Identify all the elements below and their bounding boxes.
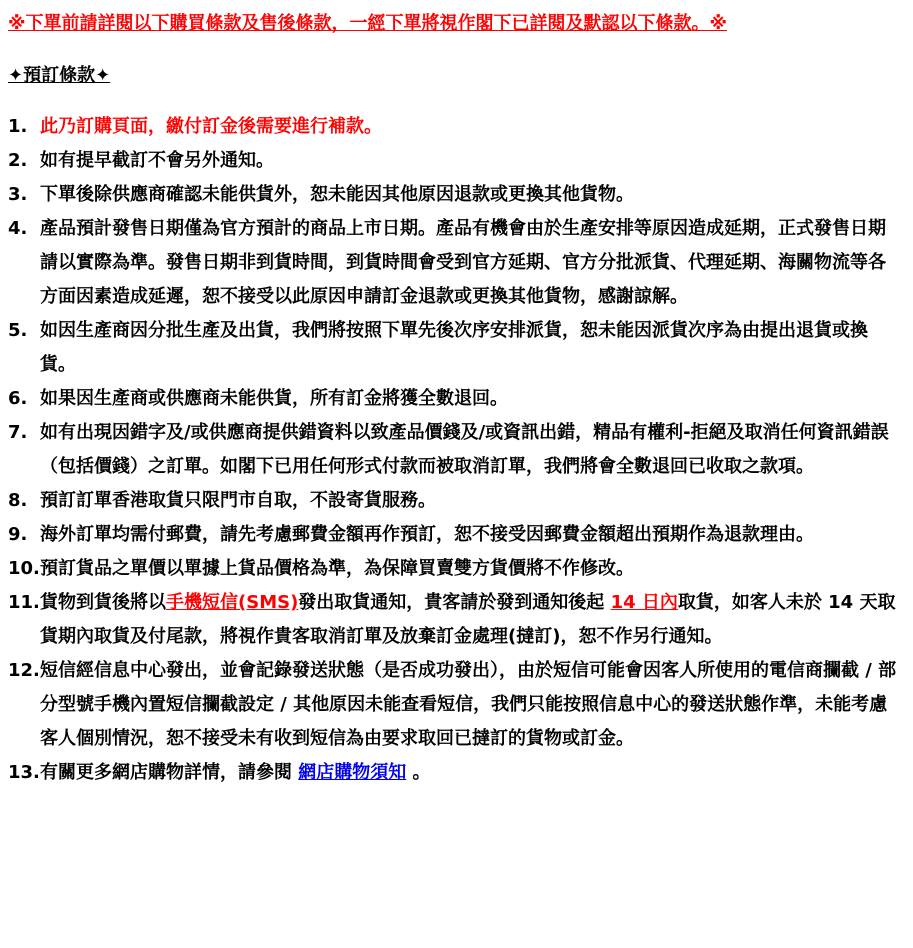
term-item xyxy=(8,178,903,212)
term-item xyxy=(8,382,903,416)
term-text xyxy=(40,314,903,382)
term-text-segment: 發出取貨通知，貴客請於發到通知後起 xyxy=(298,592,611,613)
term-text-segment: 此乃訂購頁面，繳付訂金後需要進行補款。 xyxy=(40,116,382,137)
term-item xyxy=(8,212,903,314)
term-text-segment: 預訂訂單香港取貨只限門市自取，不設寄貨服務。 xyxy=(40,490,436,511)
term-text-segment: 下單後除供應商確認未能供貨外，恕未能因其他原因退款或更換其他貨物。 xyxy=(40,184,634,205)
term-text xyxy=(40,518,903,552)
term-number: 11. xyxy=(8,592,40,613)
term-number: 8. xyxy=(8,490,28,511)
term-text-segment: 。 xyxy=(406,762,431,783)
term-number: 10. xyxy=(8,558,40,579)
term-text-segment: 產品預計發售日期僅為官方預計的商品上市日期。產品有機會由於生產安排等原因造成延期，正式發售日期請以實際為準。發售日期非到貨時間，到貨時間會受到官方延期、官方分批派貨、代理延期、海關物流等各方面因素造成延遲，恕不接受以此原因申請訂金退款或更換其他貨物，感謝諒解。 xyxy=(40,218,886,307)
term-text xyxy=(40,654,903,756)
term-number: 13. xyxy=(8,762,40,783)
term-text xyxy=(40,382,903,416)
term-number: 1. xyxy=(8,116,28,137)
term-item xyxy=(8,654,903,756)
purchase-notice-banner: ※下單前請詳閱以下購買條款及售後條款，一經下單將視作閣下已詳閱及默認以下條款。※ xyxy=(8,13,727,34)
term-number: 9. xyxy=(8,524,28,545)
term-item xyxy=(8,586,903,654)
term-text-segment: 如有提早截訂不會另外通知。 xyxy=(40,150,274,171)
term-text xyxy=(40,178,903,212)
term-text xyxy=(40,416,903,484)
term-text xyxy=(40,586,903,654)
term-text-segment: 如有出現因錯字及/或供應商提供錯資料以致產品價錢及/或資訊出錯，精品有權利-拒絕及取消任何資訊錯誤（包括價錢）之訂單。如閣下已用任何形式付款而被取消訂單，我們將會全數退回已收取之款項。 xyxy=(40,422,889,477)
term-number: 6. xyxy=(8,388,28,409)
term-text-segment: 如果因生產商或供應商未能供貨，所有訂金將獲全數退回。 xyxy=(40,388,508,409)
term-text-segment: 14 日內 xyxy=(610,592,678,613)
term-text xyxy=(40,756,903,790)
term-text-segment: 如因生產商因分批生產及出貨，我們將按照下單先後次序安排派貨，恕未能因派貨次序為由提出退貨或換貨。 xyxy=(40,320,868,375)
term-number: 5. xyxy=(8,320,28,341)
terms-list xyxy=(8,110,903,790)
term-text-segment: 有關更多網店購物詳情，請參閱 xyxy=(40,762,299,783)
term-item xyxy=(8,110,903,144)
term-text-segment: 手機短信(SMS) xyxy=(166,592,299,613)
term-item xyxy=(8,552,903,586)
term-text xyxy=(40,110,903,144)
term-text-segment: 預訂貨品之單價以單據上貨品價格為準，為保障買賣雙方貨價將不作修改。 xyxy=(40,558,634,579)
term-text xyxy=(40,144,903,178)
term-number: 7. xyxy=(8,422,28,443)
term-text-segment: 短信經信息中心發出，並會記錄發送狀態（是否成功發出），由於短信可能會因客人所使用的電信商攔截 / 部分型號手機內置短信攔截設定 / 其他原因未能查看短信，我們只能按照信息中心的發送狀態作準，未能考慮客人個別情況，恕不接受未有收到短信為由要求取回已撻訂的貨物或訂金。 xyxy=(40,660,897,749)
term-number: 12. xyxy=(8,660,40,681)
term-number: 2. xyxy=(8,150,28,171)
section-title-preorder-terms: ✦預訂條款✦ xyxy=(8,65,111,86)
term-text xyxy=(40,212,903,314)
term-text-segment: 海外訂單均需付郵費，請先考慮郵費金額再作預訂，恕不接受因郵費金額超出預期作為退款理由。 xyxy=(40,524,814,545)
term-text xyxy=(40,552,903,586)
term-item xyxy=(8,144,903,178)
term-number: 4. xyxy=(8,218,28,239)
term-item xyxy=(8,756,903,790)
term-text xyxy=(40,484,903,518)
term-text-segment: 貨物到貨後將以 xyxy=(40,592,166,613)
term-item xyxy=(8,314,903,382)
term-item xyxy=(8,518,903,552)
shop-guide-link[interactable]: 網店購物須知 xyxy=(298,762,407,783)
term-text-segment: 取貨，如客人未於 14 天取貨期內取貨及付尾款，將視作貴客取消訂單及放棄訂金處理(撻訂)，恕不作另行通知。 xyxy=(40,592,896,647)
term-number: 3. xyxy=(8,184,28,205)
term-item xyxy=(8,416,903,484)
term-item xyxy=(8,484,903,518)
